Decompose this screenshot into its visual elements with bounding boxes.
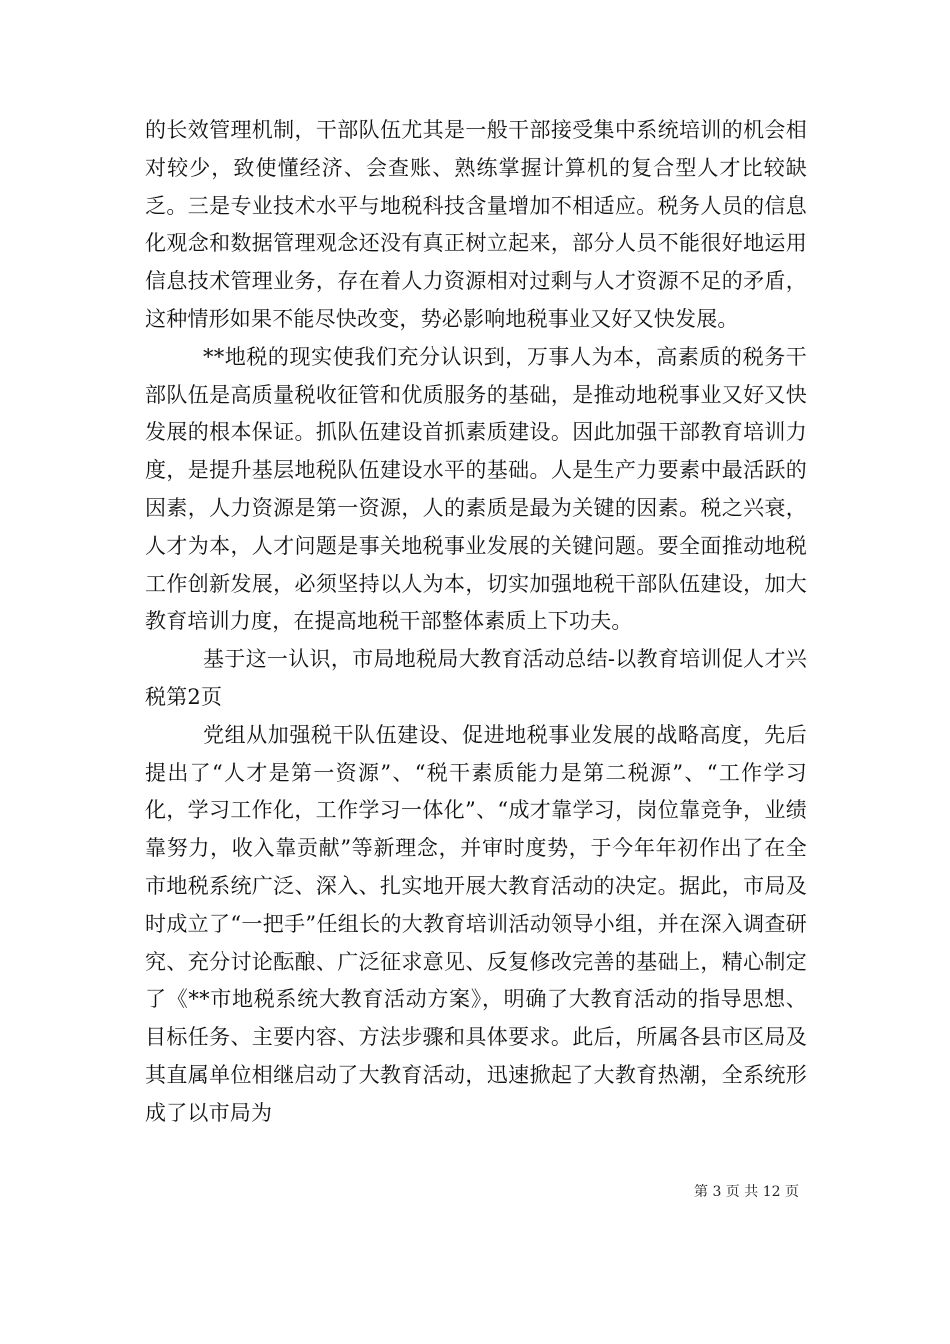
paragraph-3: 基于这一认识，市局地税局大教育活动总结-以教育培训促人才兴税第2页 (145, 647, 807, 709)
document-body (145, 112, 807, 1133)
page-number-footer: 第 3 页 共 12 页 (694, 1184, 799, 1200)
paragraph-1: 的长效管理机制，干部队伍尤其是一般干部接受集中系统培训的机会相对较少，致使懂经济、会查账、熟练掌握计算机的复合型人才比较缺乏。三是专业技术水平与地税科技含量增加不相适应。税务人员的信息化观念和数据管理观念还没有真正树立起来，部分人员不能很好地运用信息技术管理业务，存在着人力资源相对过剩与人才资源不足的矛盾，这种情形如果不能尽快改变，势必影响地税事业又好又快发展。 (145, 118, 807, 331)
paragraph-4: 党组从加强税干队伍建设、促进地税事业发展的战略高度，先后提出了“人才是第一资源”、“税干素质能力是第二税源”、“工作学习化，学习工作化，工作学习一体化”、“成才靠学习，岗位靠竞争，业绩靠努力，收入靠贡献”等新理念，并审时度势，于今年年初作出了在全市地税系统广泛、深入、扎实地开展大教育活动的决定。据此，市局及时成立了“一把手”任组长的大教育培训活动领导小组，并在深入调查研究、充分讨论酝酿、广泛征求意见、反复修改完善的基础上，精心制定了《**市地税系统大教育活动方案》，明确了大教育活动的指导思想、目标任务、主要内容、方法步骤和具体要求。此后，所属各县市区局及其直属单位相继启动了大教育活动，迅速掀起了大教育热潮，全系统形成了以市局为 (145, 722, 807, 1125)
paragraph-2: **地税的现实使我们充分认识到，万事人为本，高素质的税务干部队伍是高质量税收征管和优质服务的基础，是推动地税事业又好又快发展的根本保证。抓队伍建设首抓素质建设。因此加强干部教育培训力度，是提升基层地税队伍建设水平的基础。人是生产力要素中最活跃的因素，人力资源是第一资源，人的素质是最为关键的因素。税之兴衰，人才为本，人才问题是事关地税事业发展的关键问题。要全面推动地税工作创新发展，必须坚持以人为本，切实加强地税干部队伍建设，加大教育培训力度，在提高地税干部整体素质上下功夫。 (145, 344, 807, 634)
